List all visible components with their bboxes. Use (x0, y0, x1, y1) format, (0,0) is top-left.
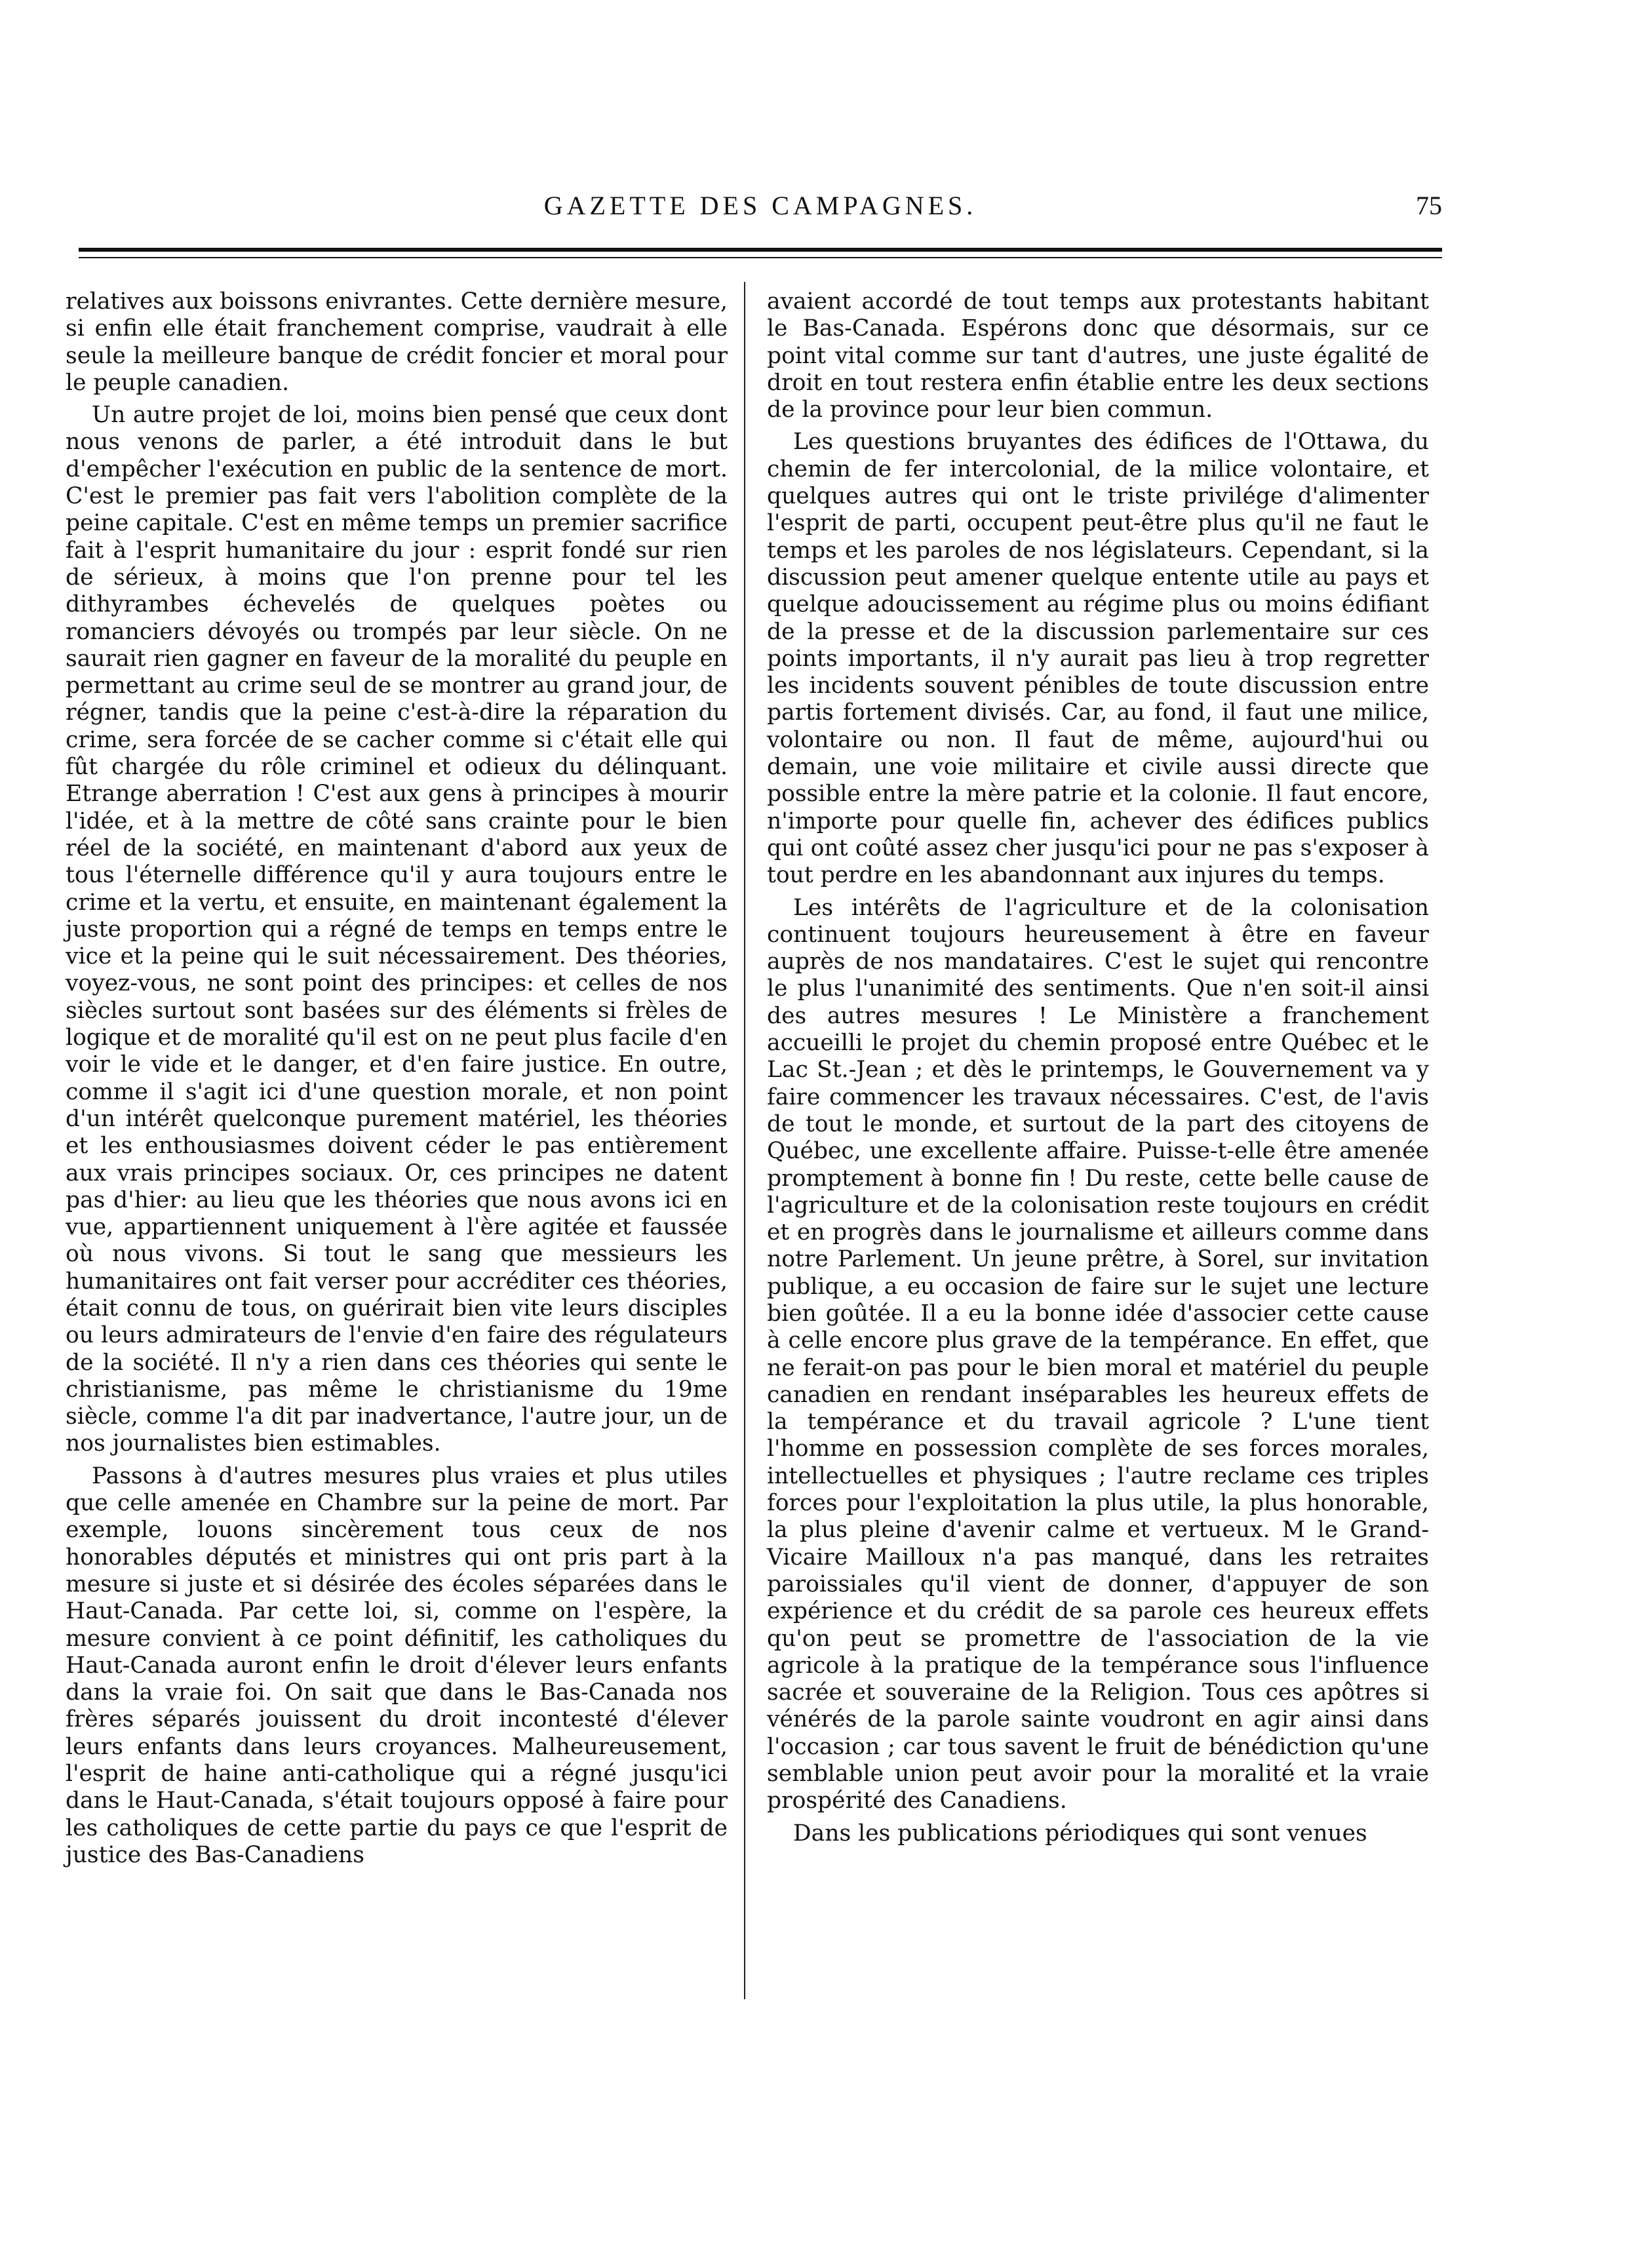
header-rule-thin (79, 257, 1442, 258)
paragraph-agriculture-colonisation: Les intérêts de l'agriculture et de la colonisation continuent toujours heureusement à être en faveur auprès de nos mandataires. C'est le sujet qui rencontre le plus l'unanimité des sentiments. Que n'en soit-il ainsi des autres mesures ! Le Ministère a franchement accueilli le projet du chemin proposé entre Québec et le Lac St.-Jean ; et dès le printemps, le Gouvernement va y faire commencer les travaux nécessaires. C'est, de l'avis de tout le monde, et surtout de la part des citoyens de Québec, une excellente affaire. Puisse-t-elle être amenée promptement à bonne fin ! Du reste, cette belle cause de l'agriculture et de la colonisation reste toujours en crédit et en progrès dans le journalisme et ailleurs comme dans notre Parlement. Un jeune prêtre, à Sorel, sur invitation publique, a eu occasion de faire sur le sujet une lecture bien goûtée. Il a eu la bonne idée d'associer cette cause à celle encore plus grave de la tempérance. En effet, que ne ferait-on pas pour le bien moral et matériel du peuple canadien en rendant inséparables les heureux effets de la tempérance et du travail agricole ? L'une tient l'homme en possession complète de ses forces morales, intellectuelles et physiques ; l'autre reclame ces triples forces pour l'exploitation la plus utile, la plus honorable, la plus pleine d'avenir calme et vertueux. M le Grand-Vicaire Mailloux n'a pas manqué, dans les retraites paroissiales qu'il vient de donner, d'appuyer de son expérience et du crédit de sa parole ces heureux effets qu'on peut se promettre de l'association de la vie agricole à la pratique de la tempérance sous l'influence sacrée et souveraine de la Religion. Tous ces apôtres si vénérés de la parole sainte voudront en agir ainsi dans l'occasion ; car tous savent le fruit de bénédiction qu'une semblable union peut avoir pour la moralité et la vraie prospérité des Canadiens. (767, 894, 1429, 1814)
column-divider (744, 282, 745, 1999)
page-number: 75 (1416, 191, 1442, 220)
paragraph-ecoles-separees: Passons à d'autres mesures plus vraies et plus utiles que celle amenée en Chambre sur la peine de mort. Par exemple, louons sincèrement tous ceux de nos honorables députés et ministres qui ont pris part à la mesure si juste et si désirée des écoles séparées dans le Haut-Canada. Par cette loi, si, comme on l'espère, la mesure convient à ce point définitif, les catholiques du Haut-Canada auront enfin le droit d'élever leurs enfants dans la vraie foi. On sait que dans le Bas-Canada nos frères séparés jouissent du droit incontesté d'élever leurs enfants dans leurs croyances. Malheureusement, l'esprit de haine anti-catholique qui a régné jusqu'ici dans le Haut-Canada, s'était toujours opposé à faire pour les catholiques de cette partie du pays ce que l'esprit de justice des Bas-Canadiens (66, 1462, 728, 1868)
paragraph-questions-bruyantes: Les questions bruyantes des édifices de l'Ottawa, du chemin de fer intercolonial, de la milice volontaire, et quelques autres qui ont le triste privilége d'alimenter l'esprit de parti, occupent peut-être plus qu'il ne faut le temps et les paroles de nos législateurs. Cependant, si la discussion peut amener quelque entente utile au pays et quelque adoucissement au régime plus ou moins édifiant de la presse et de la discussion parlementaire sur ces points importants, il n'y aurait pas lieu à trop regretter les incidents souvent pénibles de toute discussion entre partis fortement divisés. Car, au fond, il faut une milice, volontaire ou non. Il faut de même, aujourd'hui ou demain, une voie militaire et civile aussi directe que possible entre la mère patrie et la colonie. Il faut encore, n'importe pour quelle fin, achever des édifices publics qui ont coûté assez cher jusqu'ici pour ne pas s'exposer à tout perdre en les abandonnant aux injures du temps. (767, 429, 1429, 889)
right-column (767, 288, 1429, 1847)
paragraph-publications: Dans les publications périodiques qui sont venues (793, 1820, 1367, 1847)
page-header (79, 190, 1442, 229)
left-column (66, 288, 728, 1869)
paragraph-continued: relatives aux boissons enivrantes. Cette dernière mesure, si enfin elle était franchement comprise, vaudrait à elle seule la meilleure banque de crédit foncier et moral pour le peuple canadien. (66, 288, 728, 396)
paragraph-continued: avaient accordé de tout temps aux protestants habitant le Bas-Canada. Espérons donc que désormais, sur ce point vital comme sur tant d'autres, une juste égalité de droit en tout restera enfin établie entre les deux sections de la province pour leur bien commun. (767, 288, 1429, 423)
paragraph-peine-de-mort: Un autre projet de loi, moins bien pensé que ceux dont nous venons de parler, a été introduit dans le but d'empêcher l'exécution en public de la sentence de mort. C'est le premier pas fait vers l'abolition complète de la peine capitale. C'est en même temps un premier sacrifice fait à l'esprit humanitaire du jour : esprit fondé sur rien de sérieux, à moins que l'on prenne pour tel les dithyrambes échevelés de quelques poètes ou romanciers dévoyés ou trompés par leur siècle. On ne saurait rien gagner en faveur de la moralité du peuple en permettant au crime seul de se montrer au grand jour, de régner, tandis que la peine c'est-à-dire la réparation du crime, sera forcée de se cacher comme si c'était elle qui fût chargée du rôle criminel et odieux du délinquant. Etrange aberration ! C'est aux gens à principes à mourir l'idée, et à la mettre de côté sans crainte pour le bien réel de la société, en maintenant d'abord aux yeux de tous l'éternelle différence qu'il y aura toujours entre le crime et la vertu, et ensuite, en maintenant également la juste proportion qui a régné de temps en temps entre le vice et la peine qui le suit nécessairement. Des théories, voyez-vous, ne sont point des principes: et celles de nos siècles surtout sont basées sur des éléments si frèles de logique et de moralité qu'il est on ne peut plus facile d'en voir le vide et le danger, et d'en faire justice. En outre, comme il s'agit ici d'une question morale, et non point d'un intérêt quelconque purement matériel, les théories et les enthousiasmes doivent céder le pas entièrement aux vrais principes sociaux. Or, ces principes ne datent pas d'hier: au lieu que les théories que nous avons ici en vue, appartiennent uniquement à l'ère agitée et faussée où nous vivons. Si tout le sang que messieurs les humanitaires ont fait verser pour accréditer ces théories, était connu de tous, on guérirait bien vite leurs disciples ou leurs admirateurs de l'envie d'en faire des régulateurs de la société. Il n'y a rien dans ces théories qui sente le christianisme, pas même le christianisme du 19me siècle, comme l'a dit par inadvertance, l'autre jour, un de nos journalistes bien estimables. (66, 402, 728, 1457)
header-rule-thick (79, 248, 1442, 252)
newspaper-title: GAZETTE DES CAMPAGNES. (543, 191, 977, 220)
